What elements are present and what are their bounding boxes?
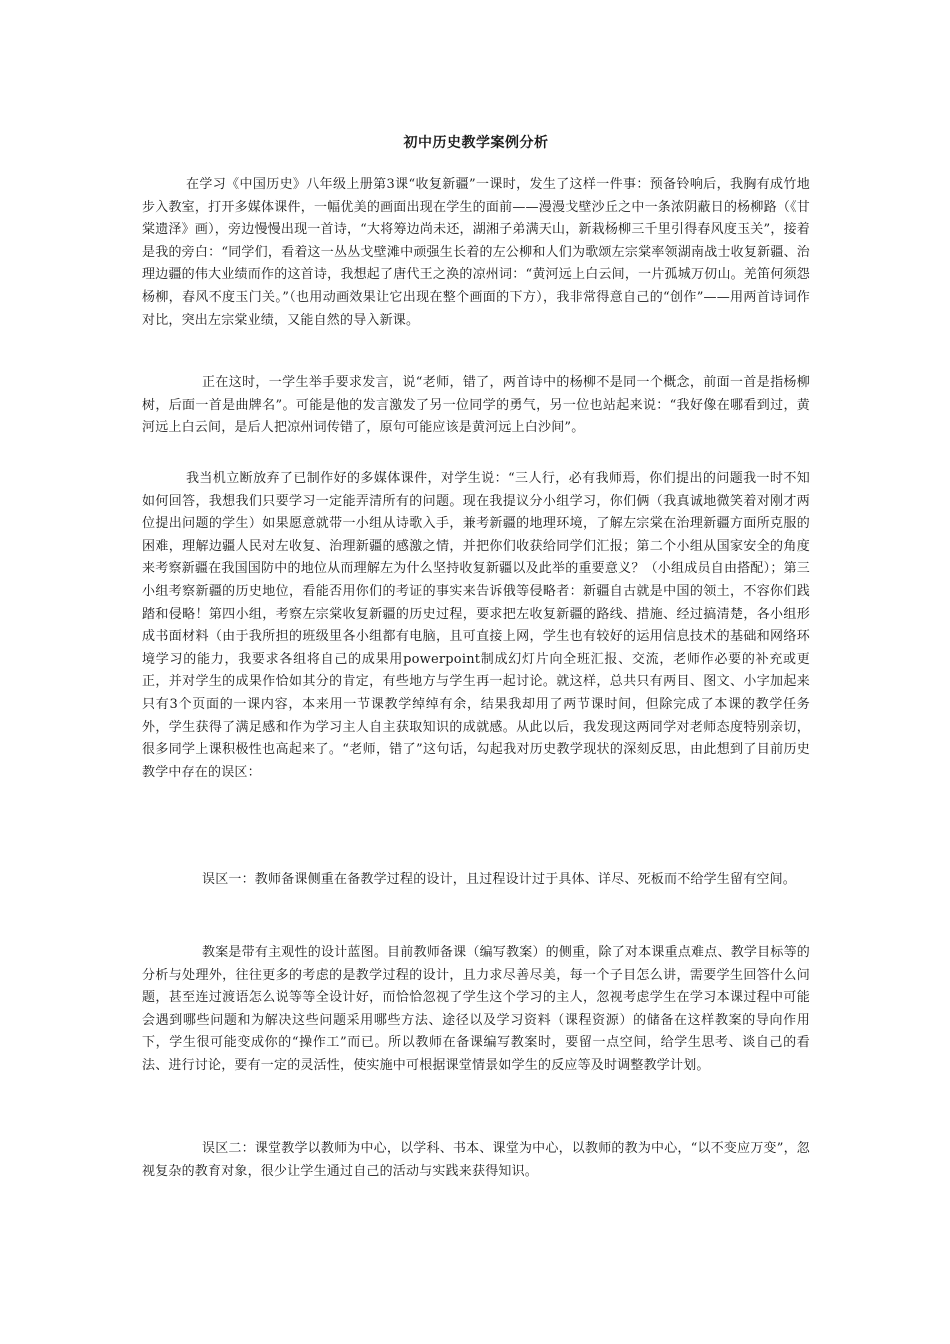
paragraph-misconception-one: 误区一：教师备课侧重在备教学过程的设计，且过程设计过于具体、详尽、死板而不给学生留有空间。 xyxy=(202,872,797,887)
paragraph-student-question: 正在这时，一学生举手要求发言，说“老师，错了，两首诗中的杨柳不是同一个概念，前面一首是指杨柳树，后面一首是曲牌名”。可能是他的发言激发了另一位同学的勇气，另一位也站起来说：“我好像在哪看到过，黄河远上白云间，是后人把凉州词传错了，原句可能应该是黄河远上白沙间”。 xyxy=(142,375,810,436)
document-title: 初中历史教学案例分析 xyxy=(403,135,549,152)
paragraph-group-study: 我当机立断放弃了已制作好的多媒体课件，对学生说：“三人行，必有我师焉，你们提出的问题我一时不知如何回答，我想我们只要学习一定能弄清所有的问题。现在我提议分小组学习，你们俩（我真诚地微笑着对刚才两位提出问题的学生）如果愿意就带一小组从诗歌入手，兼考新疆的地理环境，了解左宗棠在治理新疆方面所克服的困难，理解边疆人民对左收复、治理新疆的感激之情，并把你们收获给同学们汇报；第二个小组从国家安全的角度来考察新疆在我国国防中的地位从而理解左为什么坚持收复新疆以及此举的重要意义？（小组成员自由搭配）；第三小组考察新疆的历史地位，看能否用你们的考证的事实来告诉俄等侵略者：新疆自古就是中国的领土，不容你们践踏和侵略！第四小组，考察左宗棠收复新疆的历史过程，要求把左收复新疆的路线、措施、经过搞清楚，各小组形成书面材料（由于我所担的班级里各小组都有电脑，且可直接上网，学生也有较好的运用信息技术的基础和网络环境学习的能力，我要求各组将自己的成果用powerpoint制成幻灯片向全班汇报、交流，老师作必要的补充或更正，并对学生的成果作恰如其分的肯定，有些地方与学生再一起讨论。就这样，总共只有两目、图文、小字加起来只有3个页面的一课内容，本来用一节课教学绰绰有余，结果我却用了两节课时间，但除完成了本课的教学任务外，学生获得了满足感和作为学习主人自主获取知识的成就感。从此以后，我发现这两同学对老师态度特别亲切，很多同学上课积极性也高起来了。“老师，错了”这句话，勾起我对历史教学现状的深刻反思，由此想到了目前历史教学中存在的误区： xyxy=(142,471,810,780)
paragraph-intro: 在学习《中国历史》八年级上册第3课“收复新疆”一课时，发生了这样一件事：预备铃响后，我胸有成竹地步入教室，打开多媒体课件，一幅优美的画面出现在学生的面前——漫漫戈壁沙丘之中一条浓阴蔽日的杨柳路（《甘棠遗泽》画），旁边慢慢出现一首诗，“大将筹边尚未还，湖湘子弟满天山，新栽杨柳三千里引得春风度玉关”，接着是我的旁白：“同学们，看着这一丛丛戈壁滩中顽强生长着的左公柳和人们为歌颂左宗棠率领湖南战士收复新疆、治理边疆的伟大业绩而作的这首诗，我想起了唐代王之涣的凉州词：“黄河远上白云间，一片孤城万仞山。羌笛何须怨杨柳，春风不度玉门关。”（也用动画效果让它出现在整个画面的下方），我非常得意自己的“创作”——用两首诗词作对比，突出左宗棠业绩，又能自然的导入新课。 xyxy=(142,177,810,328)
paragraph-lesson-plan: 教案是带有主观性的设计蓝图。目前教师备课（编写教案）的侧重，除了对本课重点难点、教学目标等的分析与处理外，往往更多的考虑的是教学过程的设计，且力求尽善尽美，每一个子目怎么讲，需要学生回答什么问题，甚至连过渡语怎么说等等全设计好，而恰恰忽视了学生这个学习的主人，忽视考虑学生在学习本课过程中可能会遇到哪些问题和为解决这些问题采用哪些方法、途径以及学习资料（课程资源）的储备在这样教案的导向作用下，学生很可能变成你的“操作工”而已。所以教师在备课编写教案时，要留一点空间，给学生思考、谈自己的看法、进行讨论，要有一定的灵活性，使实施中可根据课堂情景如学生的反应等及时调整教学计划。 xyxy=(142,945,810,1073)
paragraph-misconception-two: 误区二：课堂教学以教师为中心，以学科、书本、课堂为中心，以教师的教为中心，“以不变应万变”，忽视复杂的教育对象，很少让学生通过自己的活动与实践来获得知识。 xyxy=(142,1141,810,1179)
